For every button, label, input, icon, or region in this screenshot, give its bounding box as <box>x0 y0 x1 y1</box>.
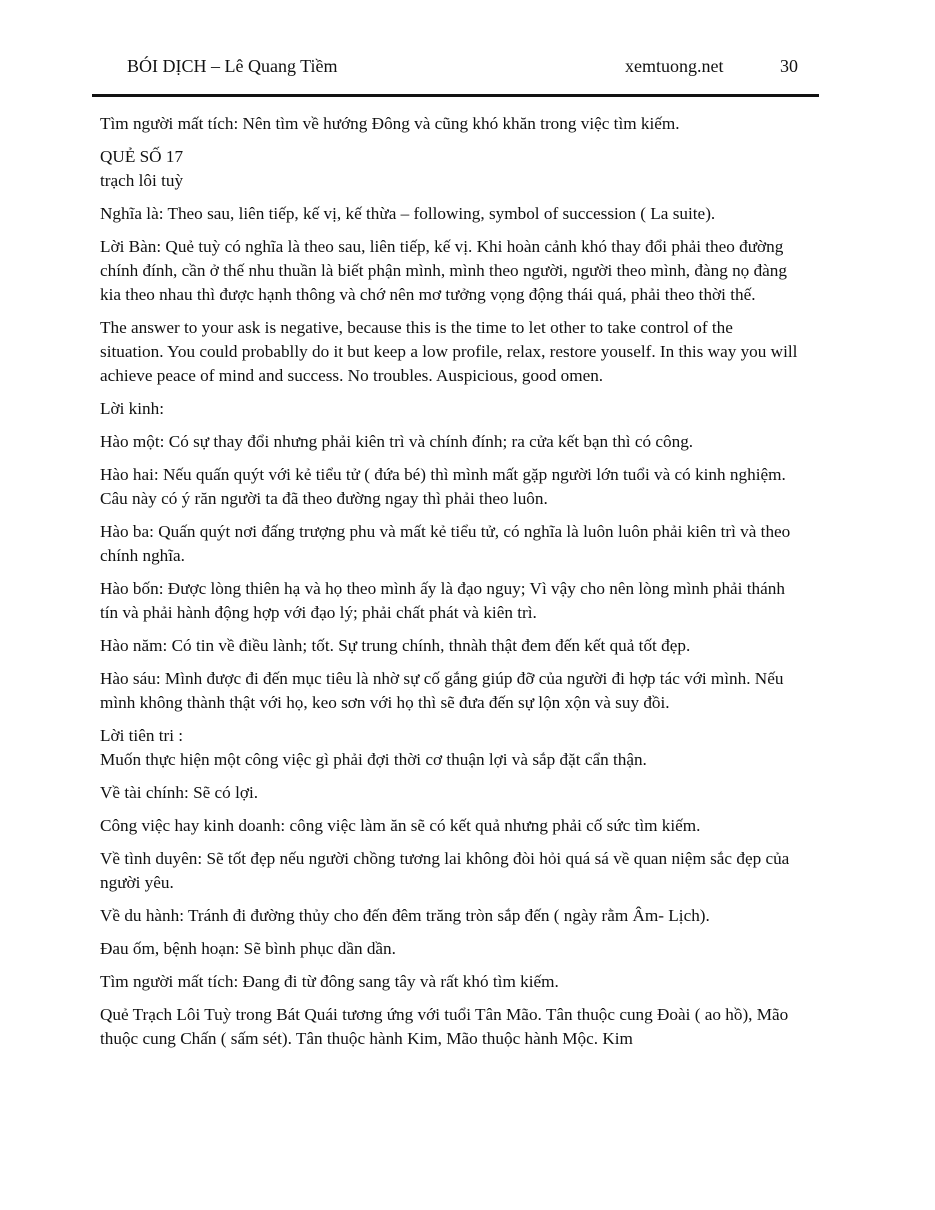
document-body <box>100 112 800 1060</box>
missing-person-paragraph-prev: Tìm người mất tích: Nên tìm về hướng Đông và cũng khó khăn trong việc tìm kiếm. <box>100 114 680 133</box>
hexagram-heading <box>100 145 800 193</box>
missing-person-paragraph: Tìm người mất tích: Đang đi từ đông sang tây và rất khó tìm kiếm. <box>100 972 559 991</box>
love-paragraph: Về tình duyên: Sẽ tốt đẹp nếu người chồng tương lai không đòi hỏi quá sá về quan niệm sắc đẹp của người yêu. <box>100 849 790 892</box>
hao-3-paragraph: Hào ba: Quấn quýt nơi đấng trượng phu và mất kẻ tiểu tử, có nghĩa là luôn luôn phải kiên trì và theo chính nghĩa. <box>100 522 791 565</box>
hao-2-paragraph: Hào hai: Nếu quấn quýt với kẻ tiểu tử ( đứa bé) thì mình mất gặp người lớn tuổi và có kinh nghiệm. Câu này có ý răn người ta đã theo đường ngay thì phải theo luôn. <box>100 465 786 508</box>
hao-6-paragraph: Hào sáu: Mình được đi đến mục tiêu là nhờ sự cố gắng giúp đỡ của người đi hợp tác với mình. Nếu mình không thành thật với họ, keo sơn với họ thì sẽ đưa đến sự lộn xộn và suy đồi. <box>100 669 784 712</box>
hao-1-paragraph: Hào một: Có sự thay đổi nhưng phải kiên trì và chính đính; ra cửa kết bạn thì có công. <box>100 432 694 451</box>
hao-4-paragraph: Hào bốn: Được lòng thiên hạ và họ theo mình ấy là đạo nguy; Vì vậy cho nên lòng mình phải thánh tín và phải hành động hợp với đạo lý; phải chất phát và kiên trì. <box>100 579 785 622</box>
prophecy-text: Muốn thực hiện một công việc gì phải đợi thời cơ thuận lợi và sắp đặt cẩn thận. <box>100 750 647 769</box>
meaning-paragraph: Nghĩa là: Theo sau, liên tiếp, kế vị, kế thừa – following, symbol of succession ( La suite). <box>100 204 716 223</box>
business-paragraph: Công việc hay kinh doanh: công việc làm ăn sẽ có kết quả nhưng phải cố sức tìm kiếm. <box>100 816 701 835</box>
page-header <box>92 56 819 84</box>
page-number: 30 <box>780 56 798 76</box>
english-paragraph: The answer to your ask is negative, because this is the time to let other to take control of the situation. You could probablly do it but keep a low profile, relax, restore youself. In this way you will achieve peace of mind and success. No troubles. Auspicious, good omen. <box>100 318 798 385</box>
illness-paragraph: Đau ốm, bệnh hoạn: Sẽ bình phục dần dần. <box>100 939 396 958</box>
prophecy-block <box>100 724 800 772</box>
hexagram-name: trạch lôi tuỳ <box>100 171 184 190</box>
prophecy-label: Lời tiên tri : <box>100 726 184 745</box>
travel-paragraph: Về du hành: Tránh đi đường thủy cho đến đêm trăng tròn sắp đến ( ngày rằm Âm- Lịch). <box>100 906 710 925</box>
header-site: xemtuong.net <box>625 56 724 76</box>
age-match-paragraph: Quẻ Trạch Lôi Tuỳ trong Bát Quái tương ứng với tuổi Tân Mão. Tân thuộc cung Đoài ( ao hồ), Mão thuộc cung Chấn ( sấm sét). Tân thuộc hành Kim, Mão thuộc hành Mộc. Kim <box>100 1005 789 1048</box>
finance-paragraph: Về tài chính: Sẽ có lợi. <box>100 783 259 802</box>
loi-kinh-label: Lời kinh: <box>100 399 164 418</box>
header-divider <box>92 94 819 97</box>
hao-5-paragraph: Hào năm: Có tin về điều lành; tốt. Sự trung chính, thnàh thật đem đến kết quả tốt đẹp. <box>100 636 691 655</box>
commentary-paragraph: Lời Bàn: Quẻ tuỳ có nghĩa là theo sau, liên tiếp, kế vị. Khi hoàn cảnh khó thay đổi phải theo đường chính đính, cần ở thế nhu thuần là biết phận mình, mình theo người, người theo mình, đàng nọ đàng kia theo nhau thì được hạnh thông và chớ nên mơ tưởng vọng động thái quá, phải theo thời thế. <box>100 237 787 304</box>
header-title: BÓI DỊCH – Lê Quang Tiềm <box>127 56 338 76</box>
hexagram-number: QUẺ SỐ 17 <box>100 147 184 166</box>
